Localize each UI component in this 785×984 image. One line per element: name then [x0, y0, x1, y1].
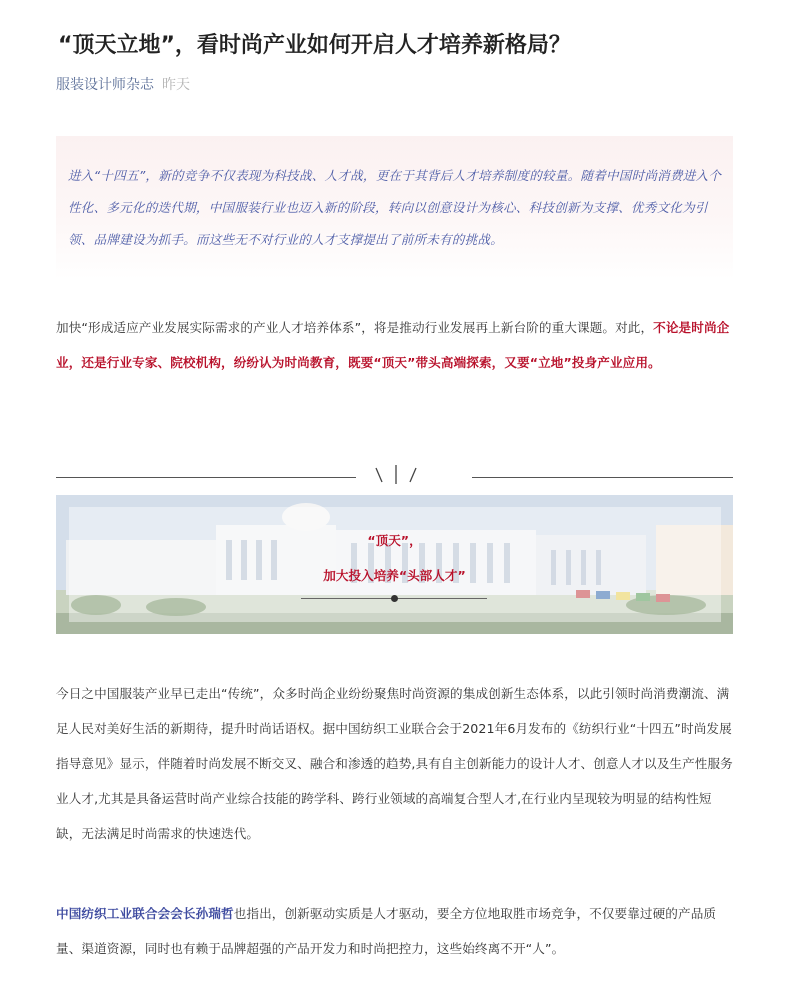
paragraph-3-highlight: 中国纺织工业联合会会长孙瑞哲 — [56, 906, 234, 921]
paragraph-1-highlight: 不论是时尚企业，还是行业专家、院校机构，纷纷认为时尚教育，既要“顶天”带头高端探索，又要“立地”投身产业应用 — [56, 320, 730, 370]
banner-overlay — [69, 507, 721, 622]
article-meta — [56, 75, 190, 95]
divider-line-right — [472, 477, 733, 478]
divider-line-left — [56, 477, 356, 478]
paragraph-1 — [56, 310, 736, 380]
section-title-line1: “顶天”， — [367, 533, 422, 548]
intro-quote-text: 进入“十四五”，新的竞争不仅表现为科技战、人才战，更在于其背后人才培养制度的较量。随着中国时尚消费进入个性化、多元化的迭代期，中国服装行业也迈入新的阶段，转向以创意设计为核心、科技创新为支撑、优秀文化为引领、品牌建设为抓手。而这些无不对行业的人才支撑提出了前所未有的挑战。 — [68, 168, 722, 247]
paragraph-1-text: 加快“形成适应产业发展实际需求的产业人才培养体系”，将是推动行业发展再上新台阶的重大课题。对此， — [56, 320, 654, 335]
section-title-line2: 加大投入培养“头部人才” — [323, 568, 466, 583]
section-divider — [56, 462, 733, 486]
section-banner — [56, 495, 733, 634]
paragraph-1-end: 。 — [648, 355, 661, 370]
intro-quote-box — [56, 136, 733, 280]
publish-date: 昨天 — [162, 77, 190, 93]
section-title-dot-icon — [391, 595, 398, 602]
paragraph-3 — [56, 896, 736, 966]
author-link[interactable]: 服装设计师杂志 — [56, 77, 154, 93]
paragraph-3-text: 也指出，创新驱动实质是人才驱动，要全方位地取胜市场竞争，不仅要靠过硬的产品质量、渠道资源，同时也有赖于品牌超强的产品开发力和时尚把控力，这些始终离不开“人”。 — [56, 906, 717, 956]
paragraph-2: 今日之中国服装产业早已走出“传统”，众多时尚企业纷纷聚焦时尚资源的集成创新生态体系，以此引领时尚消费潮流、满足人民对美好生活的新期待，提升时尚话语权。据中国纺织工业联合会于2021年6月发布的《纺织行业“十四五”时尚发展指导意见》显示，伴随着时尚发展不断交叉、融合和渗透的趋势,具有自主创新能力的设计人才、创意人才以及生产性服务业人才,尤其是具备运营时尚产业综合技能的跨学科、跨行业领域的高端复合型人才,在行业内呈现较为明显的结构性短缺，无法满足时尚需求的快速迭代。 — [56, 686, 733, 841]
divider-slash-icon — [372, 462, 420, 486]
article-title: “顶天立地”，看时尚产业如何开启人才培养新格局？ — [58, 33, 571, 58]
